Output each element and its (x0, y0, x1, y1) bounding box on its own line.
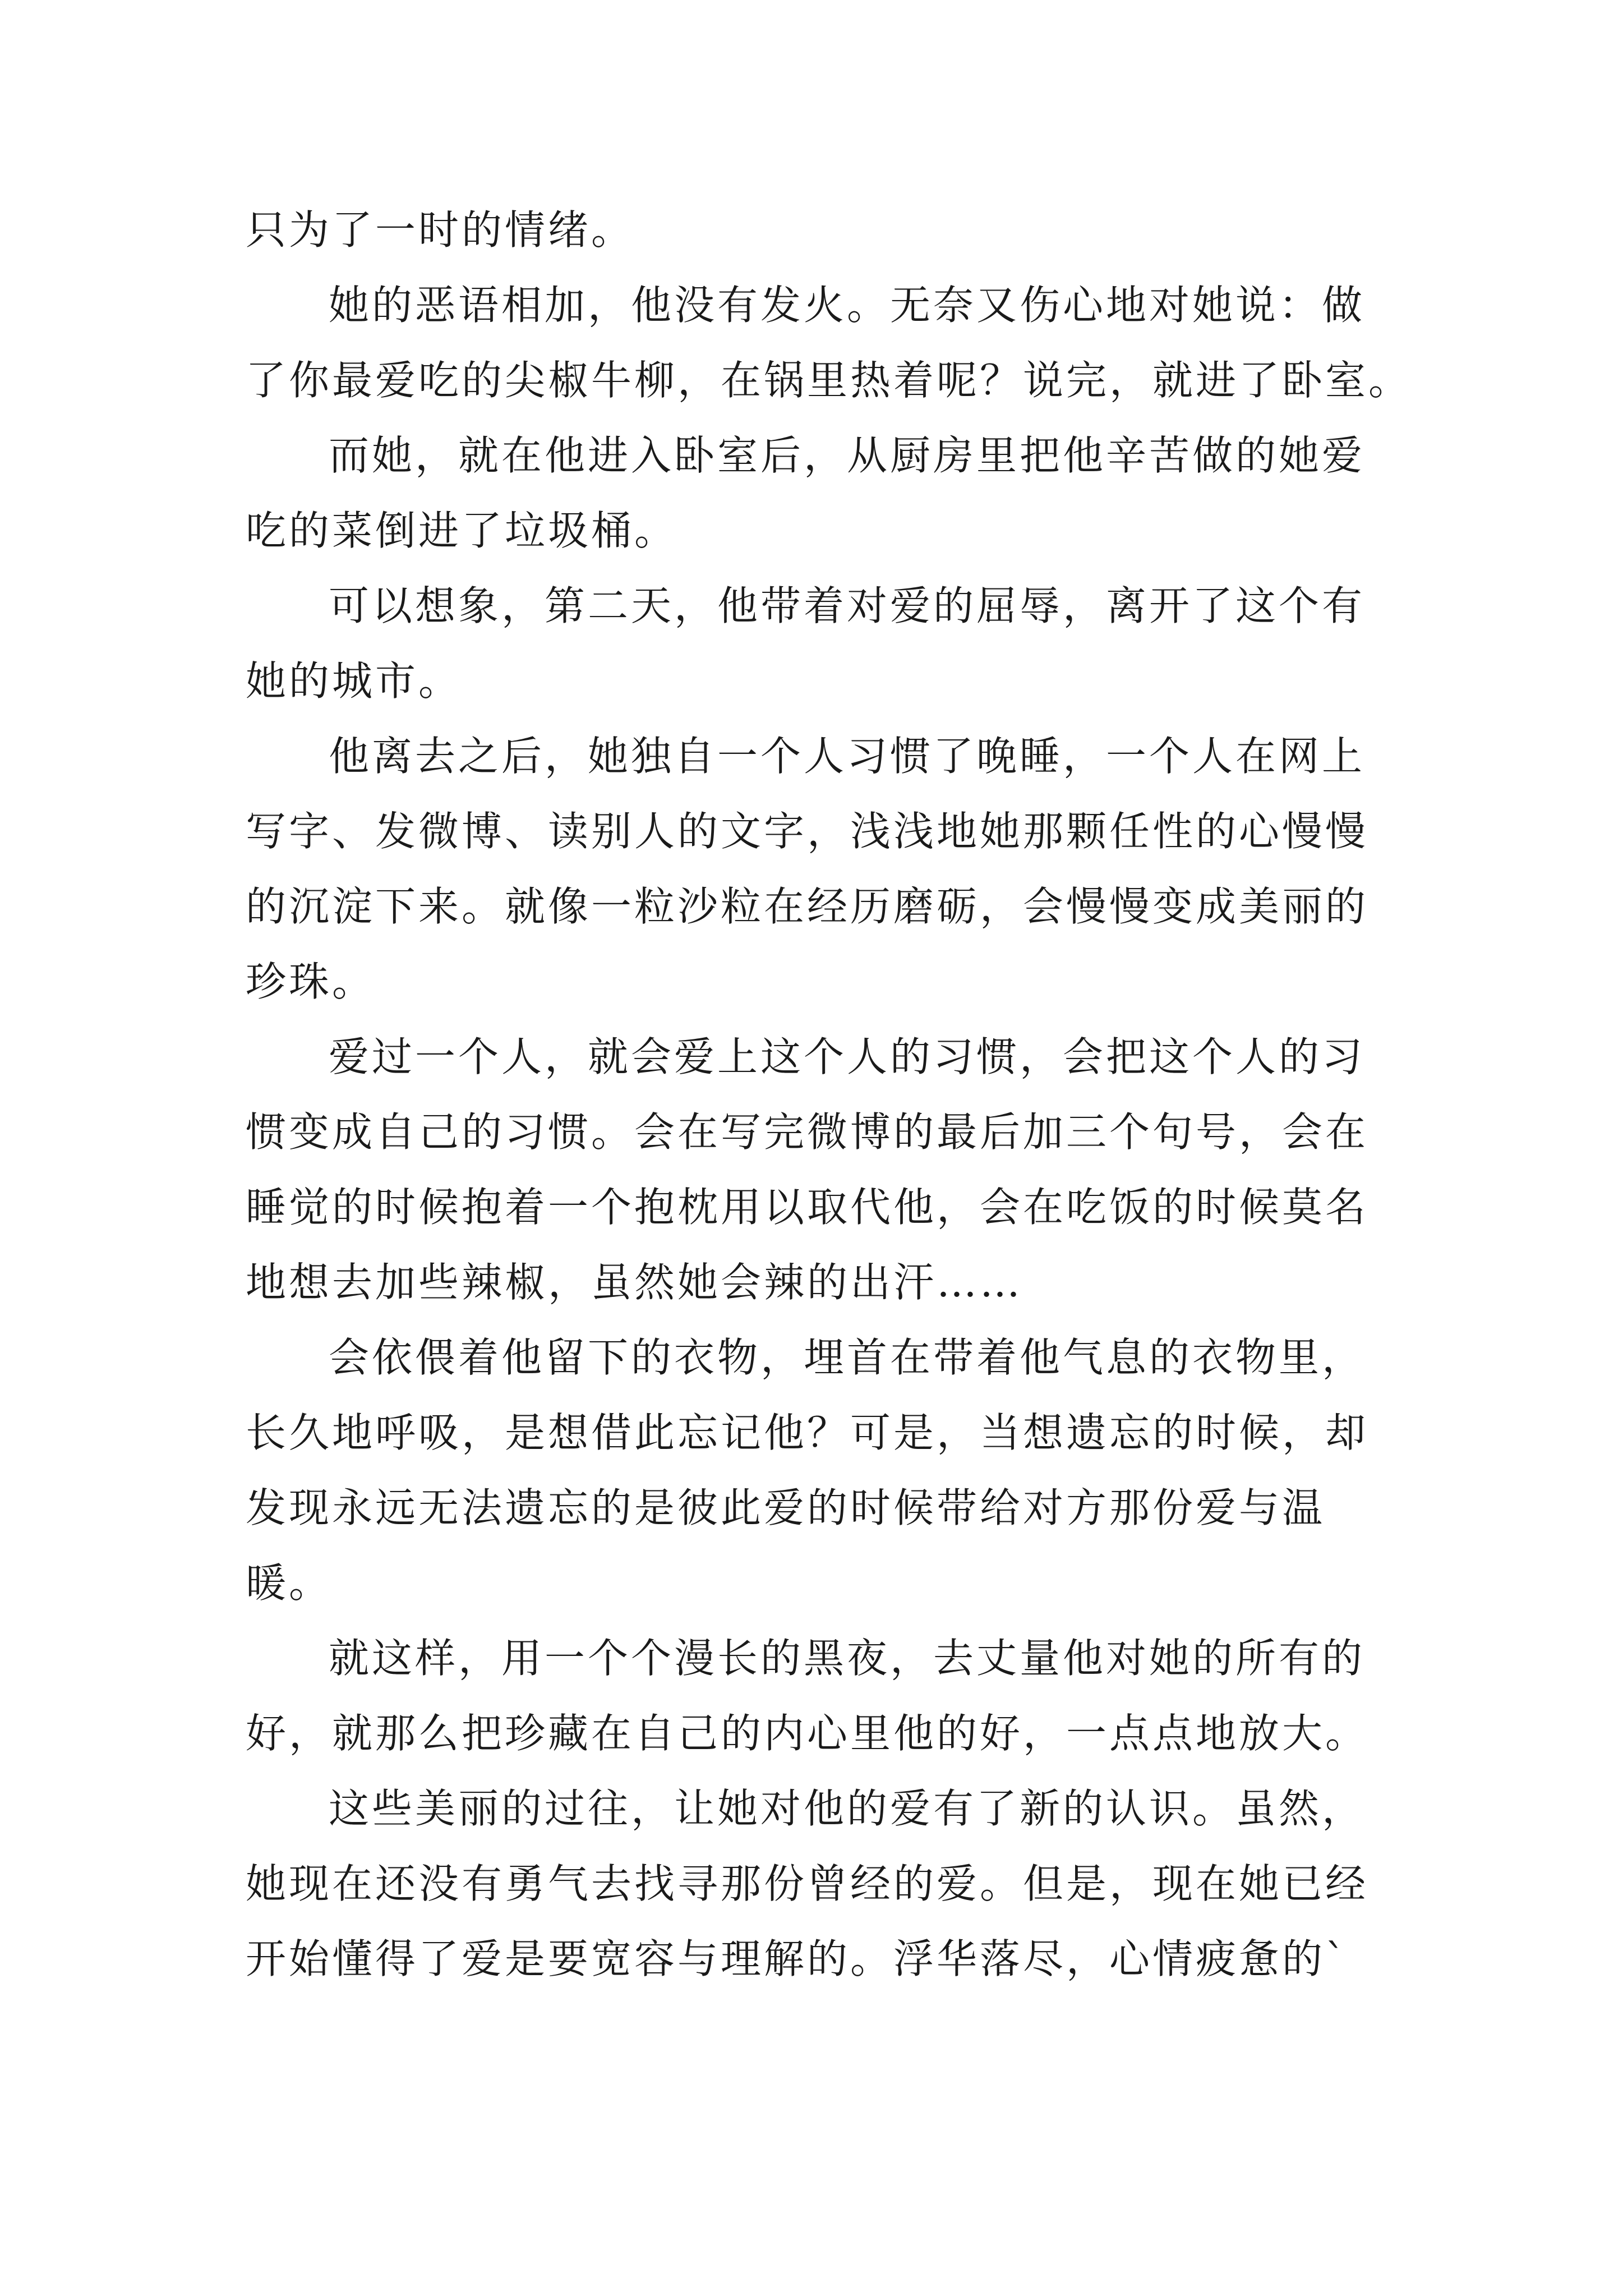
text-line: 的沉淀下来。就像一粒沙粒在经历磨砺，会慢慢变成美丽的 (246, 883, 1369, 930)
text-line: 长久地呼吸，是想借此忘记他？可是，当想遗忘的时候，却 (246, 1409, 1369, 1456)
text-line: 这些美丽的过往，让她对他的爱有了新的认识。虽然， (329, 1785, 1366, 1832)
text-line: 发现永远无法遗忘的是彼此爱的时候带给对方那份爱与温 (246, 1484, 1326, 1531)
text-line: 吃的菜倒进了垃圾桶。 (246, 507, 678, 554)
text-line: 爱过一个人，就会爱上这个人的习惯，会把这个人的习 (329, 1033, 1366, 1080)
text-line: 了你最爱吃的尖椒牛柳，在锅里热着呢？说完，就进了卧室。 (246, 357, 1412, 404)
text-line: 可以想象，第二天，他带着对爱的屈辱，离开了这个有 (329, 582, 1366, 629)
text-line: 珍珠。 (246, 958, 376, 1005)
text-line: 只为了一时的情绪。 (246, 206, 635, 254)
text-line: 地想去加些辣椒，虽然她会辣的出汗…… (246, 1259, 1023, 1306)
text-line: 暖。 (246, 1559, 333, 1607)
text-line: 惯变成自己的习惯。会在写完微博的最后加三个句号，会在 (246, 1108, 1369, 1156)
text-line: 睡觉的时候抱着一个抱枕用以取代他，会在吃饭的时候莫名 (246, 1184, 1369, 1231)
text-line: 她的恶语相加，他没有发火。无奈又伤心地对她说：做 (329, 282, 1366, 329)
text-line: 她的城市。 (246, 657, 462, 705)
text-line: 好，就那么把珍藏在自己的内心里他的好，一点点地放大。 (246, 1710, 1369, 1757)
text-line: 写字、发微博、读别人的文字，浅浅地她那颗任性的心慢慢 (246, 808, 1369, 855)
text-line: 而她，就在他进入卧室后，从厨房里把他辛苦做的她爱 (329, 432, 1366, 479)
text-line: 就这样，用一个个漫长的黑夜，去丈量他对她的所有的 (329, 1635, 1366, 1682)
text-line: 她现在还没有勇气去找寻那份曾经的爱。但是，现在她已经 (246, 1860, 1369, 1907)
text-line: 开始懂得了爱是要宽容与理解的。浮华落尽，心情疲惫的` (246, 1935, 1349, 1982)
text-line: 会依偎着他留下的衣物，埋首在带着他气息的衣物里， (329, 1334, 1366, 1381)
text-line: 他离去之后，她独自一个人习惯了晚睡，一个人在网上 (329, 733, 1366, 780)
